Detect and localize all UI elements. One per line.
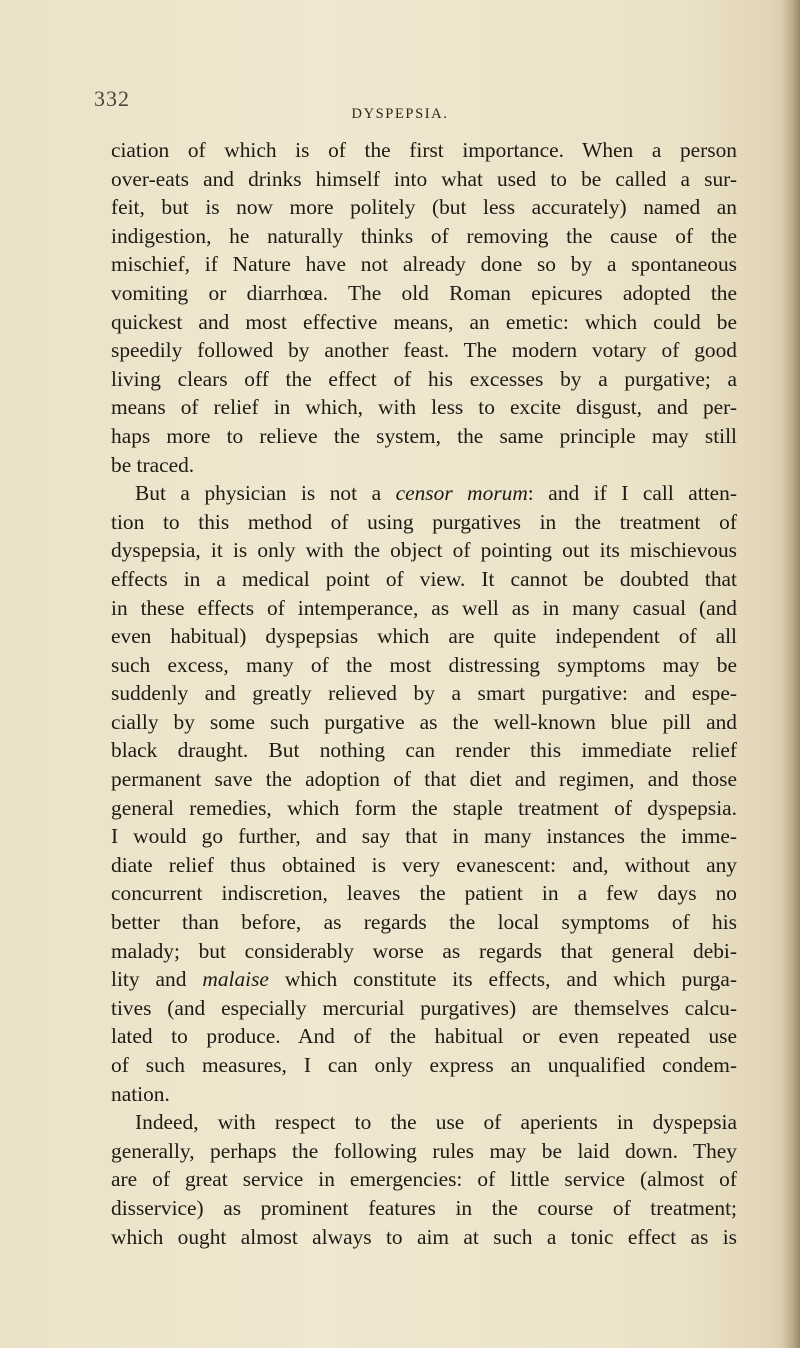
text-line: suddenly and greatly relieved by a smart purgative: and espe- (111, 681, 737, 706)
page-number: 332 (94, 86, 130, 111)
text-line: in these effects of intemperance, as well as in many casual (and (111, 595, 737, 620)
text-line: mischief, if Nature have not already done so by a spontaneous (111, 252, 737, 277)
text-line: even habitual) dyspepsias which are quite independent of all (111, 624, 737, 649)
text-line: living clears off the effect of his excesses by a purgative; a (111, 366, 737, 391)
text-line: of such measures, I can only express an unqualified condem- (111, 1053, 737, 1077)
text-line: vomiting or diarrhœa. The old Roman epicures adopted the (111, 280, 737, 305)
text-line: indigestion, he naturally thinks of removing the cause of the (111, 223, 737, 248)
running-head: DYSPEPSIA. (351, 106, 449, 122)
text-fragment: which constitute its effects, and which purga- (268, 967, 737, 992)
text-line: diate relief thus obtained is very evanescent: and, without any (111, 852, 737, 877)
body-text (111, 136, 737, 1251)
text-line: black draught. But nothing can render this immediate relief (111, 738, 737, 763)
text-line: dyspepsia, it is only with the object of pointing out its mischievous (111, 538, 737, 563)
text-line (111, 965, 737, 994)
text-line: effects in a medical point of view. It cannot be doubted that (111, 566, 737, 591)
text-line: such excess, many of the most distressing symptoms may be (111, 652, 737, 677)
text-line: concurrent indiscretion, leaves the patient in a few days no (111, 881, 737, 906)
text-line: which ought almost always to aim at such a tonic effect as is (111, 1224, 737, 1249)
page-edge-shadow (782, 0, 800, 1348)
text-line: general remedies, which form the staple treatment of dyspepsia. (111, 795, 737, 820)
french-phrase: malaise (202, 967, 269, 992)
text-line: means of relief in which, with less to excite disgust, and per- (111, 395, 737, 420)
text-line: over-eats and drinks himself into what used to be called a sur- (111, 166, 737, 191)
text-line: disservice) as prominent features in the course of treatment; (111, 1195, 737, 1220)
text-line: tion to this method of using purgatives in the treatment of (111, 509, 737, 534)
text-line: malady; but considerably worse as regards that general debi- (111, 938, 737, 963)
text-fragment: But a physician is not a (135, 481, 396, 506)
text-line: quickest and most effective means, an emetic: which could be (111, 309, 737, 334)
text-line: permanent save the adoption of that diet and regimen, and those (111, 767, 737, 792)
text-line: feit, but is now more politely (but less accurately) named an (111, 195, 737, 220)
text-line: Indeed, with respect to the use of aperients in dyspepsia (135, 1110, 737, 1135)
text-line: are of great service in emergencies: of little service (almost of (111, 1167, 737, 1192)
text-line: better than before, as regards the local symptoms of his (111, 910, 737, 935)
text-line: speedily followed by another feast. The modern votary of good (111, 338, 737, 363)
text-line: be traced. (111, 452, 195, 477)
text-line: lated to produce. And of the habitual or even repeated use (111, 1024, 737, 1049)
text-line: I would go further, and say that in many instances the imme- (111, 824, 737, 849)
text-line: nation. (111, 1081, 170, 1106)
text-line: cially by some such purgative as the well-known blue pill and (111, 709, 737, 734)
text-line: haps more to relieve the system, the same principle may still (111, 423, 737, 448)
latin-phrase: censor morum (395, 481, 528, 506)
text-line: tives (and especially mercurial purgatives) are themselves calcu- (111, 995, 737, 1020)
text-fragment: : and if I call atten- (527, 481, 737, 506)
text-fragment: lity and (111, 967, 203, 992)
text-line: generally, perhaps the following rules may be laid down. They (111, 1138, 737, 1163)
text-line (111, 479, 737, 508)
text-line: ciation of which is of the first importance. When a person (111, 138, 737, 162)
